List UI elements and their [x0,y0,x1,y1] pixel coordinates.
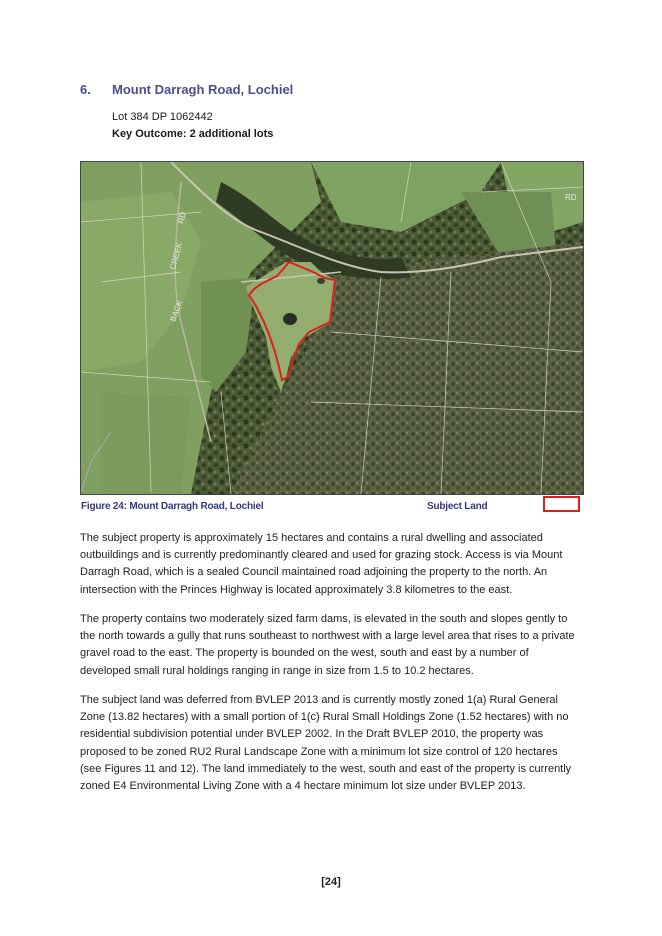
paragraph-3: The subject land was deferred from BVLEP 2013 and is currently mostly zoned 1(a) Rural General Zone (13.82 hectares) with a small portion of 1(c) Rural Small Holdings Zone (1.52 hectares) with no residential subdivision potential under BVLEP 2002. In the Draft BVLEP 2010, the property was proposed to be zoned RU2 Rural Landscape Zone with a minimum lot size control of 120 hectares (see Figures 11 and 12). The land immediately to the west, south and east of the property is currently zoned E4 Environmental Living Zone with a 4 hectare minimum lot size under BVLEP 2013. [80,694,572,793]
paragraph-2: The property contains two moderately sized farm dams, is elevated in the south and slopes gently to the north towards a gully that runs southeast to northwest with a large level area that rises to a private gravel road to the east. The property is bounded on the west, south and east by a number of developed small rural holdings ranging in range in size from 1.5 to 10.2 hectares. [80,613,575,677]
lot-reference: Lot 384 DP 1062442 [112,111,213,123]
section-number: 6. [80,82,91,97]
paragraph-1: The subject property is approximately 15 hectares and contains a rural dwelling and associated outbuildings and is currently predominantly cleared and used for grazing stock. Access is via Mount Darragh Road, which is a sealed Council maintained road adjoining the property to the north. An intersection with the Princes Highway is located approximately 3.8 kilometres to the east. [80,532,563,596]
page-number: [24] [321,876,341,888]
map-label-creek: CREEK [168,241,185,271]
section-title: Mount Darragh Road, Lochiel [112,82,294,97]
map-label-back: BACK [168,299,185,323]
map-label-rd-west: RD [176,211,188,225]
legend-label: Subject Land [427,501,488,512]
lot-info [112,109,273,143]
figure-caption: Figure 24: Mount Darragh Road, Lochiel [81,501,264,512]
legend-swatch [543,496,580,512]
aerial-map [80,161,584,495]
section-heading [80,82,293,97]
key-outcome: Key Outcome: 2 additional lots [112,128,274,140]
aerial-map-image [81,162,583,494]
map-label-rd-east: RD [565,193,577,202]
